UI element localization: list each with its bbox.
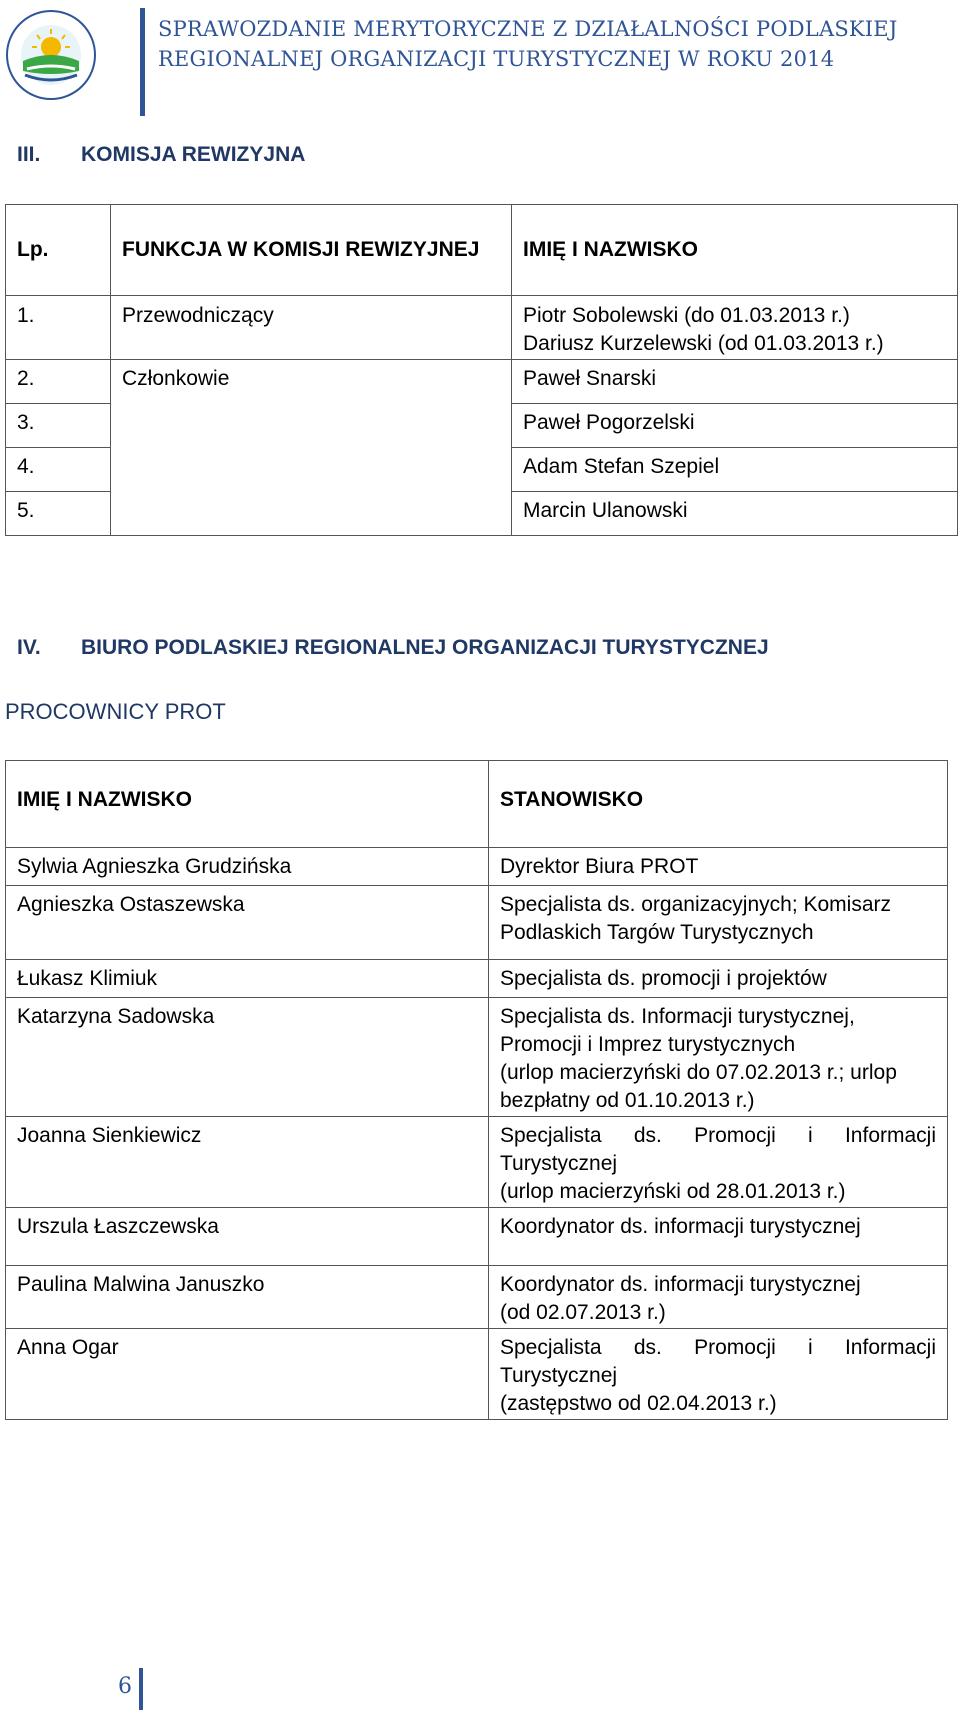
header-cell-name: IMIĘ I NAZWISKO — [512, 205, 958, 296]
cell-lp: 5. — [6, 492, 111, 536]
cell-lp: 2. — [6, 360, 111, 404]
position-line: (urlop macierzyński do 07.02.2013 r.; urlop — [500, 1061, 897, 1084]
table-row — [6, 960, 948, 998]
table-row — [6, 360, 958, 404]
name-line: Piotr Sobolewski (do 01.03.2013 r.) — [523, 304, 850, 327]
organization-logo — [5, 5, 97, 105]
position-line: Dyrektor Biura PROT — [500, 855, 699, 878]
table-row — [6, 296, 958, 360]
cell-position — [489, 848, 948, 886]
section-heading-office — [17, 636, 769, 660]
audit-committee-table — [5, 204, 958, 536]
cell-name: Katarzyna Sadowska — [6, 998, 489, 1117]
cell-position — [489, 960, 948, 998]
position-line: Turystycznej — [500, 1152, 618, 1175]
position-line: (zastępstwo od 02.04.2013 r.) — [500, 1392, 777, 1415]
header-cell-function: FUNKCJA W KOMISJI REWIZYJNEJ — [111, 205, 512, 296]
cell-name: Łukasz Klimiuk — [6, 960, 489, 998]
staff-table — [5, 760, 948, 1420]
table-row — [6, 1266, 948, 1329]
cell-lp: 4. — [6, 448, 111, 492]
table-header-row — [6, 205, 958, 296]
position-line: (urlop macierzyński od 28.01.2013 r.) — [500, 1180, 846, 1203]
position-line: Specjalista ds. Promocji i Informacji — [500, 1124, 936, 1147]
cell-name: Paweł Snarski — [512, 360, 958, 404]
table-row — [6, 1329, 948, 1420]
position-line: Podlaskich Targów Turystycznych — [500, 921, 814, 944]
cell-position — [489, 1117, 948, 1208]
header-cell-position: STANOWISKO — [489, 761, 948, 848]
cell-position — [489, 1266, 948, 1329]
table-header-row — [6, 761, 948, 848]
header-divider — [140, 8, 145, 116]
header-cell-lp: Lp. — [6, 205, 111, 296]
cell-name: Paulina Malwina Januszko — [6, 1266, 489, 1329]
table-row — [6, 848, 948, 886]
section-title: BIURO PODLASKIEJ REGIONALNEJ ORGANIZACJI TURYSTYCZNEJ — [81, 636, 769, 659]
footer-divider — [139, 1668, 143, 1710]
position-line: bezpłatny od 01.10.2013 r.) — [500, 1089, 755, 1112]
position-line: Specjalista ds. Promocji i Informacji — [500, 1336, 936, 1359]
cell-lp: 1. — [6, 296, 111, 360]
report-title — [158, 14, 938, 74]
table-row — [6, 1117, 948, 1208]
position-line: Specjalista ds. promocji i projektów — [500, 967, 827, 990]
cell-position — [489, 1329, 948, 1420]
cell-name: Adam Stefan Szepiel — [512, 448, 958, 492]
position-line: Specjalista ds. organizacyjnych; Komisarz — [500, 893, 892, 916]
table-row — [6, 998, 948, 1117]
cell-position — [489, 998, 948, 1117]
cell-name: Urszula Łaszczewska — [6, 1208, 489, 1266]
report-title-line: SPRAWOZDANIE MERYTORYCZNE Z DZIAŁALNOŚCI PODLASKIEJ — [158, 17, 898, 41]
position-line: Promocji i Imprez turystycznych — [500, 1033, 796, 1056]
table-row — [6, 1208, 948, 1266]
cell-name: Joanna Sienkiewicz — [6, 1117, 489, 1208]
staff-subheading: PROCOWNICY PROT — [5, 699, 226, 724]
position-line: Koordynator ds. informacji turystycznej — [500, 1273, 861, 1296]
report-title-line: REGIONALNEJ ORGANIZACJI TURYSTYCZNEJ W ROKU 2014 — [158, 47, 835, 71]
cell-name: Paweł Pogorzelski — [512, 404, 958, 448]
cell-name: Agnieszka Ostaszewska — [6, 886, 489, 960]
position-line: Turystycznej — [500, 1364, 618, 1387]
page-number: 6 — [118, 1674, 132, 1699]
table-row — [6, 886, 948, 960]
cell-function: Przewodniczący — [111, 296, 512, 360]
cell-name — [512, 296, 958, 360]
section-title: KOMISJA REWIZYJNA — [81, 143, 306, 166]
cell-position — [489, 1208, 948, 1266]
section-number: IV. — [17, 636, 41, 659]
cell-function: Członkowie — [111, 360, 512, 536]
header-cell-name: IMIĘ I NAZWISKO — [6, 761, 489, 848]
position-line: (od 02.07.2013 r.) — [500, 1301, 666, 1324]
cell-lp: 3. — [6, 404, 111, 448]
cell-name: Anna Ogar — [6, 1329, 489, 1420]
cell-name: Marcin Ulanowski — [512, 492, 958, 536]
cell-position — [489, 886, 948, 960]
section-number: III. — [17, 143, 41, 166]
name-line: Dariusz Kurzelewski (od 01.03.2013 r.) — [523, 332, 884, 355]
position-line: Specjalista ds. Informacji turystycznej, — [500, 1005, 855, 1028]
section-heading-audit-committee — [17, 143, 305, 167]
position-line: Koordynator ds. informacji turystycznej — [500, 1215, 861, 1238]
cell-name: Sylwia Agnieszka Grudzińska — [6, 848, 489, 886]
